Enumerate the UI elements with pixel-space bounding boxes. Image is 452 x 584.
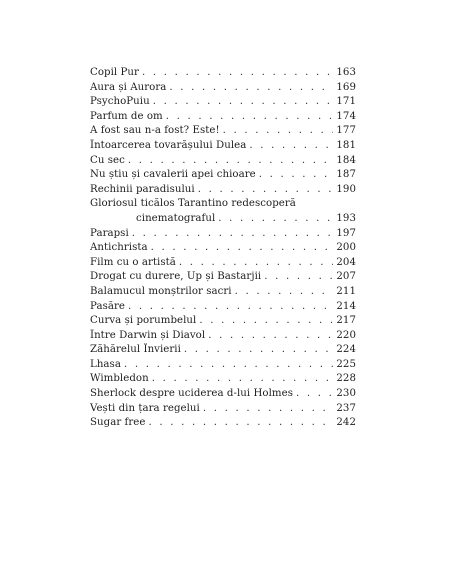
toc-entry-title: Între Darwin și Diavol [90, 329, 206, 341]
toc-entry-title: PsychoPuiu [90, 96, 150, 108]
dot-leader [153, 95, 333, 110]
toc-entry-page: 217 [336, 315, 356, 327]
toc-entry-page: 211 [336, 285, 356, 297]
toc-entry-title: Parfum de om [90, 110, 163, 122]
toc-entry-page: 214 [336, 300, 356, 312]
toc-entry-title: Zăhărelul Învierii [90, 344, 181, 356]
dot-leader [198, 183, 333, 198]
dot-leader [169, 81, 333, 96]
toc-entry-title: Gloriosul ticălos Tarantino redescoperă [90, 198, 296, 210]
toc-entry-title: Aura și Aurora [90, 81, 167, 93]
toc-entry-title: Întoarcerea tovarășului Dulea [90, 139, 247, 151]
dot-leader [128, 300, 333, 315]
toc-entry-title: A fost sau n-a fost? Este! [90, 125, 220, 137]
toc-entry-title: Pasăre [90, 300, 125, 312]
toc-entry-page: 190 [336, 183, 356, 195]
toc-entry-page: 197 [336, 227, 356, 239]
toc-entry-page: 187 [336, 169, 356, 181]
toc-entry-page: 169 [336, 81, 356, 93]
toc-entry-title: Rechinii paradisului [90, 183, 195, 195]
toc-entry-title: Wimbledon [90, 373, 149, 385]
toc-entry-page: 224 [336, 344, 356, 356]
toc-entry-title: Antichrista [90, 242, 148, 254]
toc-entry-page: 225 [336, 358, 356, 370]
toc-entry [90, 416, 356, 431]
toc-entry [90, 139, 356, 154]
toc-entry [90, 270, 356, 285]
toc-entry-page: 220 [336, 329, 356, 341]
toc-entry [90, 241, 356, 256]
toc-entry [90, 300, 356, 315]
toc-entry-title: Vești din țara regelui [90, 402, 200, 414]
toc-entry [90, 343, 356, 358]
dot-leader [218, 212, 333, 227]
dot-leader [184, 343, 333, 358]
toc-entry-title-continued: cinematograful [136, 212, 216, 224]
toc-entry-page: 237 [336, 402, 356, 414]
dot-leader [148, 416, 333, 431]
toc-entry-page: 230 [336, 388, 356, 400]
toc-entry-page: 242 [336, 417, 356, 429]
toc-entry-page: 193 [336, 212, 356, 224]
dot-leader [235, 285, 333, 300]
toc-entry [90, 154, 356, 169]
toc-entry-title: Parapsi [90, 227, 129, 239]
toc-entry-page: 174 [336, 110, 356, 122]
toc-entry-title: Nu știu și cavalerii apei chioare [90, 169, 256, 181]
toc-entry-title: Curva și porumbelul [90, 315, 197, 327]
dot-leader [151, 241, 333, 256]
toc-entry [90, 402, 356, 417]
toc-entry [90, 314, 356, 329]
toc-entry [90, 81, 356, 96]
toc-entry-title: Cu sec [90, 154, 125, 166]
toc-entry [90, 168, 356, 183]
dot-leader [259, 168, 333, 183]
dot-leader [203, 402, 333, 417]
dot-leader [249, 139, 333, 154]
dot-leader [208, 329, 333, 344]
toc-entry-title: Copil Pur [90, 67, 139, 78]
dot-leader [199, 314, 333, 329]
toc-entry [90, 95, 356, 110]
dot-leader [124, 358, 333, 373]
toc-entry [90, 227, 356, 242]
dot-leader [264, 270, 333, 285]
dot-leader [128, 154, 333, 169]
toc-entry [90, 329, 356, 344]
dot-leader [132, 227, 333, 242]
dot-leader [296, 387, 333, 402]
dot-leader [152, 372, 333, 387]
toc-entry [90, 66, 356, 81]
toc-entry [90, 183, 356, 198]
toc-entry-page: 171 [336, 96, 356, 108]
toc-entry-title: Balamucul monștrilor sacri [90, 285, 232, 297]
toc-entry-page: 207 [336, 271, 356, 283]
toc-entry-page: 163 [336, 67, 356, 78]
dot-leader [166, 110, 333, 125]
toc-entry [90, 197, 356, 226]
toc-entry [90, 372, 356, 387]
toc-entry [90, 358, 356, 373]
toc-entry-page: 184 [336, 154, 356, 166]
toc-entry [90, 387, 356, 402]
toc-entry [90, 110, 356, 125]
toc-entry [90, 124, 356, 139]
toc-entry-page: 181 [336, 139, 356, 151]
table-of-contents [90, 66, 356, 431]
toc-entry-title: Sugar free [90, 417, 146, 429]
dot-leader [223, 124, 333, 139]
toc-entry-page: 204 [336, 256, 356, 268]
toc-entry-continuation [90, 212, 356, 227]
toc-entry-page: 200 [336, 242, 356, 254]
toc-entry-title: Sherlock despre uciderea d-lui Holmes [90, 388, 293, 400]
dot-leader [142, 66, 333, 81]
toc-entry-title: Lhasa [90, 358, 121, 370]
toc-entry-page: 228 [336, 373, 356, 385]
toc-entry-page: 177 [336, 125, 356, 137]
dot-leader [179, 256, 333, 271]
toc-entry-title: Drogat cu durere, Up și Bastarjii [90, 271, 262, 283]
toc-entry [90, 256, 356, 271]
toc-entry [90, 285, 356, 300]
toc-entry-title: Film cu o artistă [90, 256, 176, 268]
